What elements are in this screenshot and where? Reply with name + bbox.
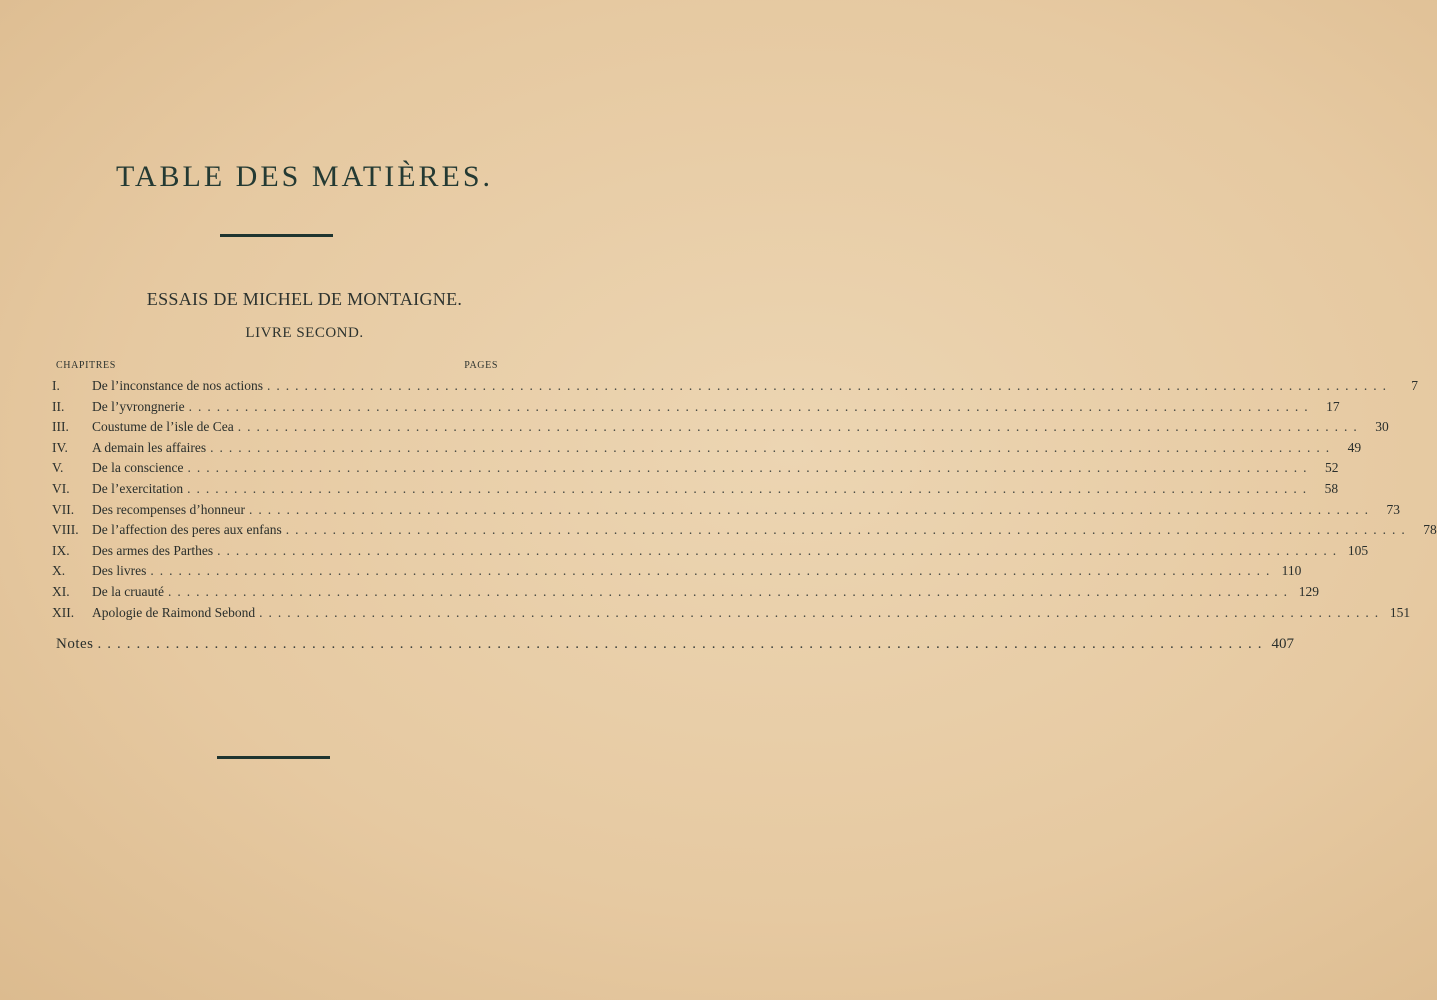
toc-entry: [52, 603, 1411, 624]
dot-leader: ........................................................................................................................: [248, 501, 1374, 517]
page-number: 129: [1298, 583, 1319, 599]
chapter-title: De l’yvrongnerie: [92, 398, 185, 414]
page-number: 105: [1347, 542, 1369, 558]
notes-page-number: 407: [1271, 636, 1294, 652]
chapter-number: IX.: [52, 542, 70, 558]
chapter-title: De la conscience: [92, 460, 184, 476]
chapter-number: VI.: [52, 480, 70, 496]
table-of-contents: [52, 376, 1437, 623]
page-number: 110: [1281, 563, 1302, 579]
chapter-title: Des livres: [92, 563, 147, 579]
chapter-number: II.: [52, 398, 65, 414]
dot-leader: ........................................................................................................................: [187, 480, 1313, 496]
toc-entry: [52, 541, 1369, 562]
chapter-title: Apologie de Raimond Sebond: [92, 604, 256, 620]
toc-entry: [52, 561, 1302, 582]
chapter-title: Coustume de l’isle de Cea: [92, 419, 234, 435]
dot-leader: ........................................................................................................................: [266, 378, 1392, 393]
chapter-number: V.: [52, 460, 64, 476]
toc-entry: [52, 458, 1339, 479]
dot-leader: ........................................................................................................................: [259, 604, 1385, 620]
chapter-title: Des armes des Parthes: [92, 542, 214, 558]
chapter-number: IV.: [52, 439, 68, 455]
chapter-title: De l’exercitation: [92, 480, 184, 496]
toc-entry: [52, 376, 1418, 397]
dot-leader: ........................................................................................................................: [217, 542, 1343, 558]
chapters-column-header: CHAPITRES: [56, 360, 116, 371]
dot-leader: ........................................................................................................................: [150, 563, 1276, 579]
bottom-divider: [217, 756, 330, 759]
toc-entry: [52, 438, 1362, 459]
dot-leader: ........................................................................................................................: [167, 583, 1293, 599]
chapter-number: VII.: [52, 501, 75, 517]
chapter-number: VIII.: [52, 522, 79, 538]
notes-title: Notes: [56, 636, 94, 652]
dot-leader: ........................................................................................................................: [285, 522, 1411, 538]
toc-entry: [52, 417, 1389, 438]
toc-entry: [52, 479, 1339, 500]
chapter-number: I.: [52, 378, 60, 393]
chapter-title: De l’affection des peres aux enfans: [92, 522, 282, 538]
top-divider: [220, 234, 333, 237]
page-number: 52: [1324, 460, 1339, 476]
pages-column-header: PAGES: [464, 360, 498, 371]
page-number: 151: [1389, 604, 1411, 620]
dot-leader: ........................................................................................................................: [97, 636, 1268, 652]
notes-entry: [56, 636, 1294, 653]
toc-entry: [52, 582, 1319, 603]
page-number: 73: [1386, 501, 1400, 517]
book-title: ESSAIS DE MICHEL DE MONTAIGNE.: [146, 289, 463, 309]
toc-entry: [52, 397, 1340, 418]
dot-leader: ........................................................................................................................: [210, 439, 1336, 455]
chapter-number: XI.: [52, 583, 70, 599]
chapter-title: De la cruauté: [92, 583, 164, 599]
page-number: 30: [1375, 419, 1389, 435]
chapter-number: III.: [52, 419, 69, 435]
dot-leader: ........................................................................................................................: [188, 398, 1314, 414]
chapter-title: De l’inconstance de nos actions: [92, 378, 263, 393]
toc-entry: [52, 500, 1400, 521]
chapter-title: A demain les affaires: [92, 439, 207, 455]
chapter-title: Des recompenses d’honneur: [92, 501, 245, 517]
page-title: TABLE DES MATIÈRES.: [115, 160, 494, 193]
chapter-number: X.: [52, 563, 66, 579]
page-number: 17: [1326, 398, 1340, 414]
dot-leader: ........................................................................................................................: [237, 419, 1363, 435]
book-subtitle: LIVRE SECOND.: [245, 325, 364, 341]
page-number: 58: [1324, 480, 1339, 496]
toc-entry: [52, 520, 1437, 541]
page-number: 49: [1347, 439, 1362, 455]
page-number: 7: [1411, 378, 1418, 393]
page-number: 78: [1423, 522, 1437, 538]
dot-leader: ........................................................................................................................: [187, 460, 1313, 476]
chapter-number: XII.: [52, 604, 75, 620]
